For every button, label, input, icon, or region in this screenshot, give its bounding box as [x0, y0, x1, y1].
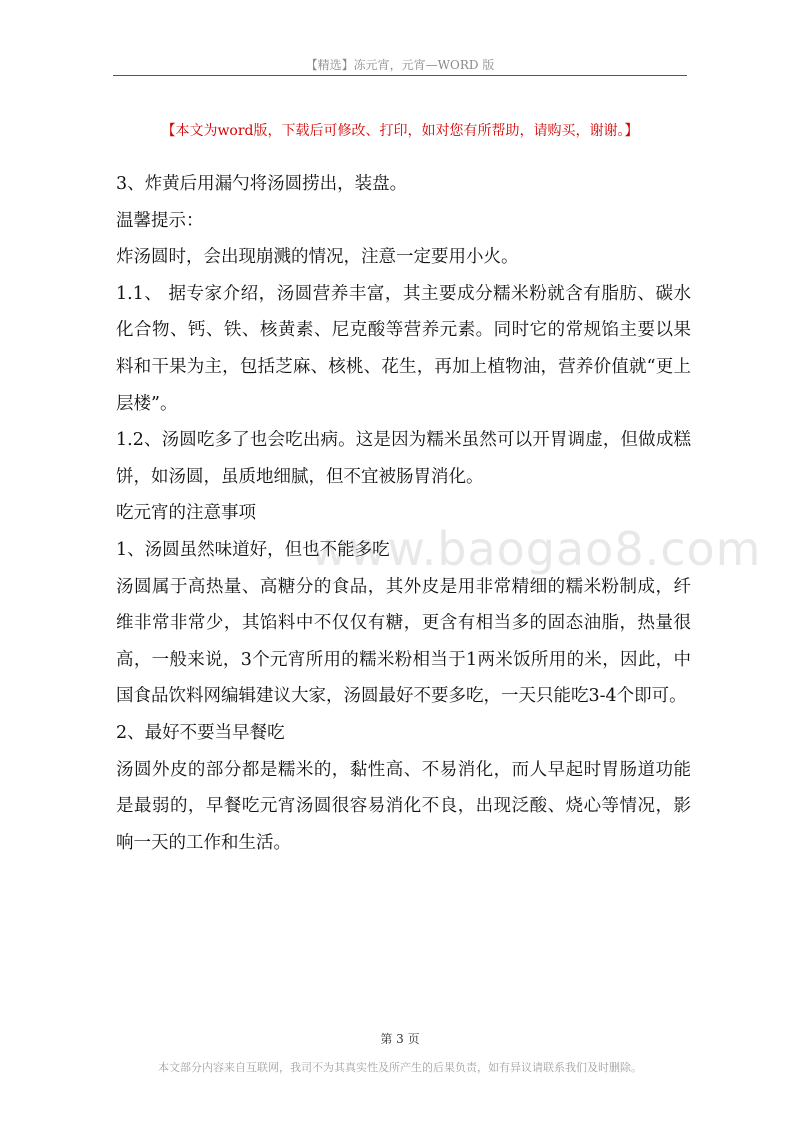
precaution-1-paragraph: 汤圆属于高热量、高糖分的食品，其外皮是用非常精细的糯米粉制成，纤维非常非常少，其馅料中不仅仅有糖，更含有相当多的固态油脂，热量很高，一般来说，3个元宵所用的糯米粉相当于1两米饭所用的米，因此，中国食品饮料网编辑建议大家，汤圆最好不要多吃，一天只能吃3-4个即可。	[116, 576, 691, 707]
header-divider	[113, 75, 687, 76]
frying-tip-paragraph: 炸汤圆时，会出现崩溅的情况，注意一定要用小火。	[116, 247, 519, 268]
document-body	[116, 166, 691, 861]
precautions-heading: 吃元宵的注意事项	[116, 503, 256, 524]
page-number: 第 3 页	[380, 1032, 420, 1046]
precaution-2-paragraph: 汤圆外皮的部分都是糯米的，黏性高、不易消化，而人早起时胃肠道功能是最弱的，早餐吃元宵汤圆很容易消化不良，出现泛酸、烧心等情况，影响一天的工作和生活。	[116, 759, 691, 853]
precaution-2-heading: 2、最好不要当早餐吃	[116, 722, 285, 743]
page-header-title: 【精选】冻元宵，元宵—WORD 版	[305, 58, 495, 72]
step-3-paragraph: 3、炸黄后用漏勺将汤圆捞出，装盘。	[116, 174, 408, 194]
precaution-1-heading: 1、汤圆虽然味道好，但也不能多吃	[116, 539, 390, 560]
watermark: www.baogao8.com	[310, 522, 762, 576]
footer-disclaimer: 本文部分内容来自互联网，我司不为其真实性及所产生的后果负责，如有异议请联系我们及时删除。	[158, 1061, 642, 1074]
download-notice: 【本文为word版，下载后可修改、打印，如对您有所帮助，请购买，谢谢。】	[161, 123, 639, 139]
tips-heading: 温馨提示：	[116, 210, 204, 231]
health-warning-paragraph: 1.2、汤圆吃多了也会吃出病。这是因为糯米虽然可以开胃调虚，但做成糕饼，如汤圆，虽质地细腻，但不宜被肠胃消化。	[116, 430, 691, 487]
nutrition-paragraph: 1.1、 据专家介绍，汤圆营养丰富，其主要成分糯米粉就含有脂肪、碳水化合物、钙、铁、核黄素、尼克酸等营养元素。同时它的常规馅主要以果料和干果为主，包括芝麻、核桃、花生，再加上植物油，营养价值就“更上层楼”。	[116, 283, 691, 414]
